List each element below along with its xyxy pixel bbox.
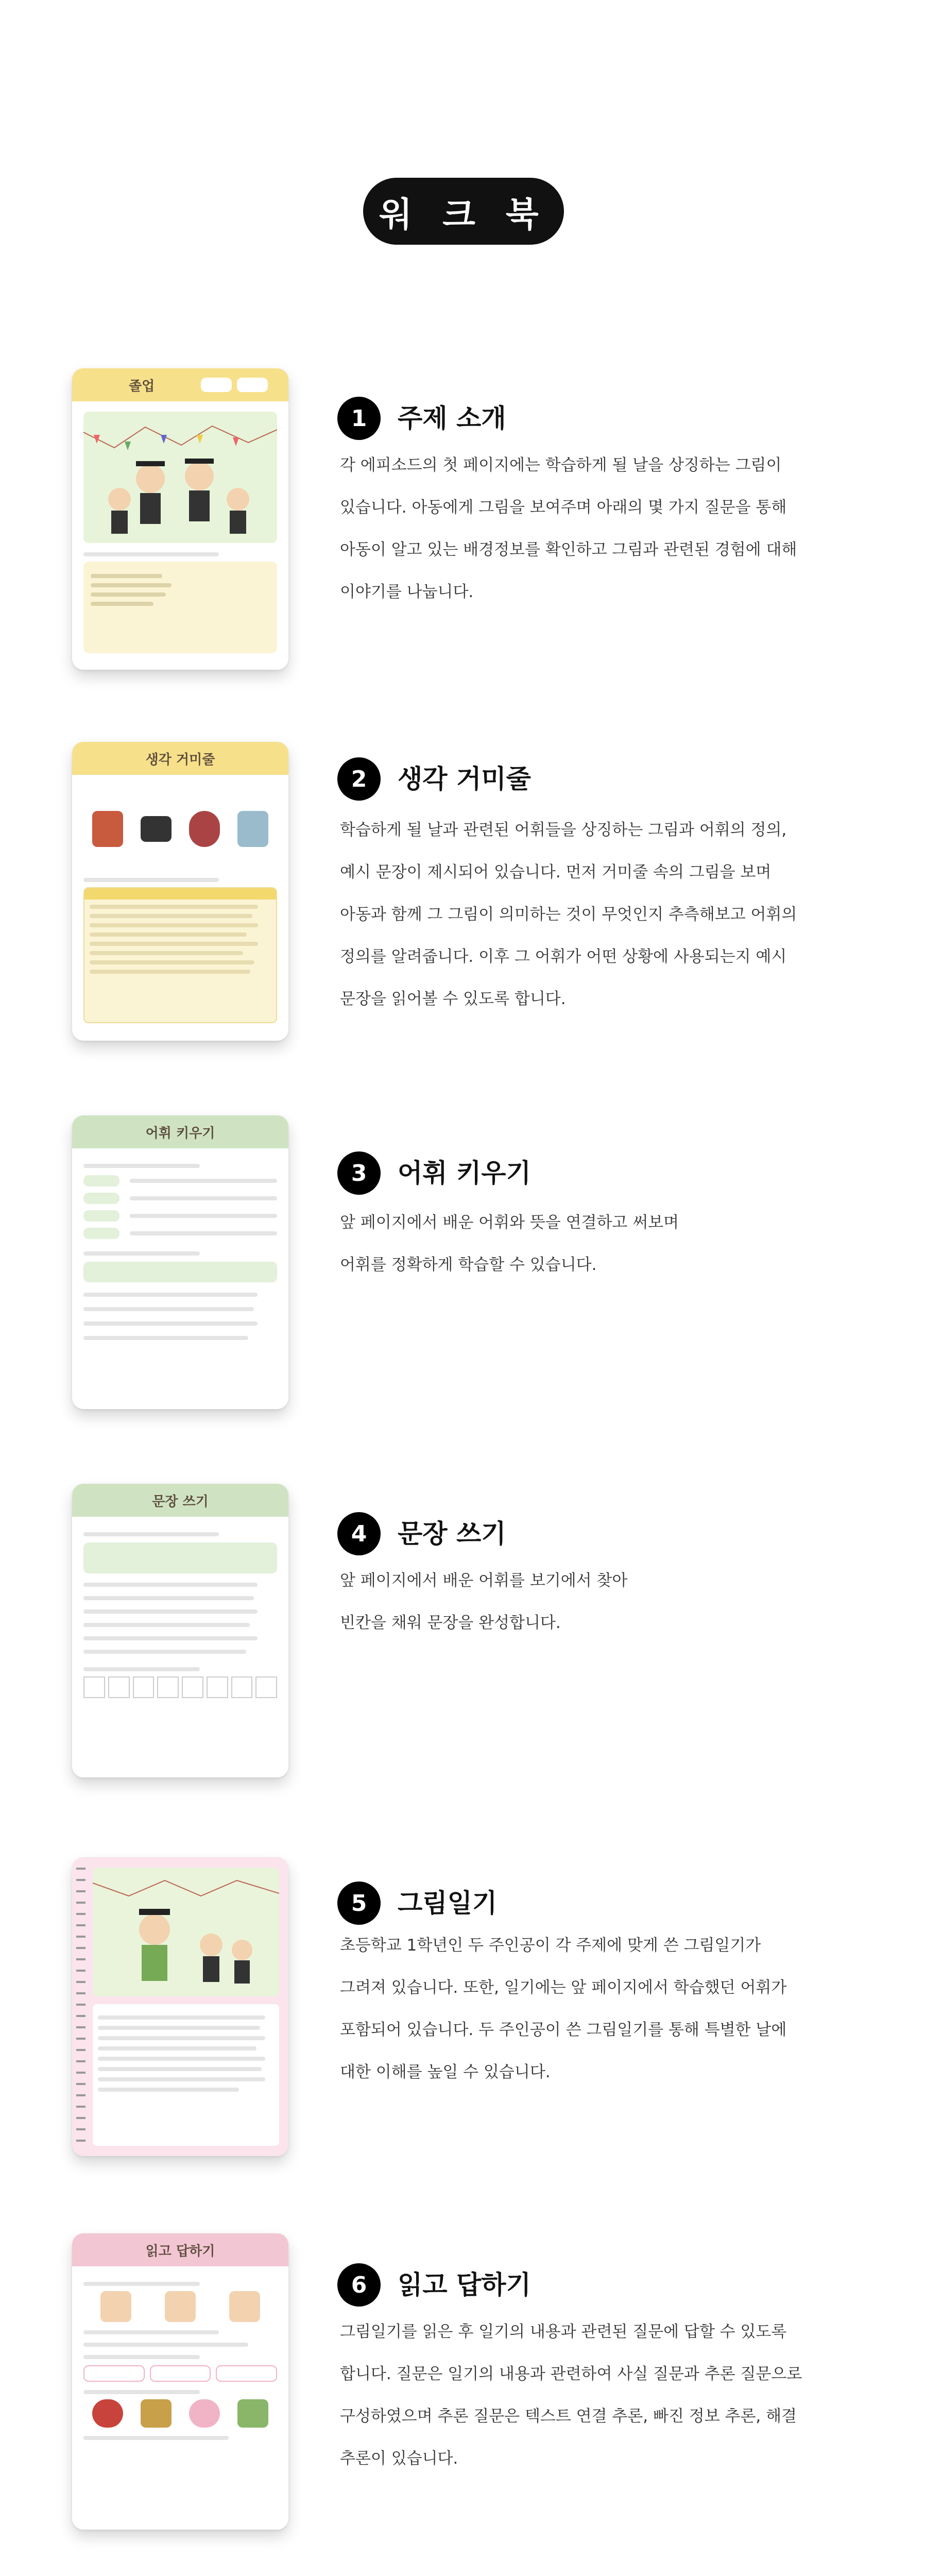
thumbnail-header — [72, 742, 288, 775]
workbook-thumbnail — [72, 1857, 288, 2156]
section-description — [340, 2311, 855, 2480]
workbook-thumbnail — [72, 368, 288, 670]
vocabulary-table — [83, 887, 277, 1023]
description-line: 포함되어 있습니다. 두 주인공이 쓴 그림일기를 통해 특별한 날에 — [340, 2021, 787, 2039]
section-description — [340, 1560, 855, 1644]
description-line: 추론이 있습니다. — [340, 2449, 458, 2468]
thumbnail-title: 어휘 키우기 — [145, 1125, 215, 1141]
section-description — [340, 1924, 855, 2093]
writing-grid — [83, 1676, 277, 1698]
section-heading: 어휘 키우기 — [398, 1158, 531, 1188]
description-line: 빈칸을 채워 문장을 완성합니다. — [340, 1614, 561, 1632]
description-line: 정의를 알려줍니다. 이후 그 어휘가 어떤 상황에 사용되는지 예시 — [340, 947, 787, 966]
matching-exercise — [83, 1175, 277, 1239]
word-bank — [83, 1262, 277, 1282]
thumbnail-header — [72, 368, 288, 401]
graduation-illustration — [83, 412, 277, 543]
thumbnail-title: 졸업 — [129, 378, 155, 394]
workbook-thumbnail — [72, 1115, 288, 1409]
description-line: 어휘를 정확하게 학습할 수 있습니다. — [340, 1256, 597, 1274]
question-box — [83, 562, 277, 653]
workbook-thumbnail — [72, 742, 288, 1041]
page-title: 워 크 북 — [363, 178, 564, 245]
description-line: 합니다. 질문은 일기의 내용과 관련하여 사실 질문과 추론 질문으로 — [340, 2365, 802, 2383]
description-line: 각 에피소드의 첫 페이지에는 학습하게 될 날을 상징하는 그림이 — [340, 456, 782, 474]
thumbnail-header — [72, 1115, 288, 1148]
answer-options — [83, 2365, 277, 2382]
answer-images — [83, 2399, 277, 2428]
description-line: 아동과 함께 그 그림이 의미하는 것이 무엇인지 추측해보고 어휘의 — [340, 905, 797, 924]
description-line: 학습하게 될 날과 관련된 어휘들을 상징하는 그림과 어휘의 정의, — [340, 821, 787, 839]
thumbnail-title: 읽고 답하기 — [145, 2243, 215, 2259]
workbook-thumbnail — [72, 2233, 288, 2530]
description-line: 앞 페이지에서 배운 어휘와 뜻을 연결하고 써보며 — [340, 1213, 679, 1232]
description-line: 초등학교 1학년인 두 주인공이 각 주제에 맞게 쓴 그림일기가 — [340, 1936, 761, 1955]
section-number: 3 — [337, 1151, 381, 1195]
description-line: 그림일기를 읽은 후 일기의 내용과 관련된 질문에 답할 수 있도록 — [340, 2323, 787, 2341]
section-description — [340, 444, 855, 613]
section-description — [340, 1201, 855, 1286]
description-line: 대한 이해를 높일 수 있습니다. — [340, 2063, 551, 2081]
workbook-thumbnail — [72, 1484, 288, 1777]
description-line: 예시 문장이 제시되어 있습니다. 먼저 거미줄 속의 그림을 보며 — [340, 863, 772, 882]
description-line: 아동이 알고 있는 배경정보를 확인하고 그림과 관련된 경험에 대해 — [340, 540, 797, 559]
thumbnail-header — [72, 2233, 288, 2266]
description-line: 구성하였으며 추론 질문은 텍스트 연결 추론, 빠진 정보 추론, 해결 — [340, 2407, 797, 2426]
section-number: 5 — [337, 1882, 381, 1925]
thumbnail-title: 문장 쓰기 — [152, 1494, 209, 1510]
thought-web-illustration — [83, 785, 277, 873]
word-bank — [83, 1543, 277, 1573]
section-heading: 주제 소개 — [398, 403, 506, 433]
section-number: 2 — [337, 757, 381, 801]
section-heading: 문장 쓰기 — [398, 1519, 506, 1549]
description-line: 문장을 읽어볼 수 있도록 합니다. — [340, 990, 566, 1008]
description-line: 그려져 있습니다. 또한, 일기에는 앞 페이지에서 학습했던 어휘가 — [340, 1978, 787, 1997]
section-number: 6 — [337, 2263, 381, 2307]
diary-text — [93, 2004, 279, 2146]
description-line: 이야기를 나눕니다. — [340, 583, 474, 601]
section-heading: 생각 거미줄 — [398, 764, 531, 794]
section-heading: 그림일기 — [398, 1888, 498, 1918]
answer-images — [83, 2291, 277, 2322]
thumbnail-title: 생각 거미줄 — [145, 752, 215, 768]
diary-illustration — [93, 1868, 279, 1996]
section-number: 1 — [337, 397, 381, 440]
date-fields — [201, 378, 268, 392]
section-heading: 읽고 답하기 — [398, 2270, 531, 2300]
description-line: 있습니다. 아동에게 그림을 보여주며 아래의 몇 가지 질문을 통해 — [340, 498, 787, 517]
section-description — [340, 809, 855, 1020]
thumbnail-header — [72, 1484, 288, 1517]
section-number: 4 — [337, 1512, 381, 1555]
description-line: 앞 페이지에서 배운 어휘를 보기에서 찾아 — [340, 1571, 628, 1590]
spiral-binding — [76, 1868, 85, 2146]
